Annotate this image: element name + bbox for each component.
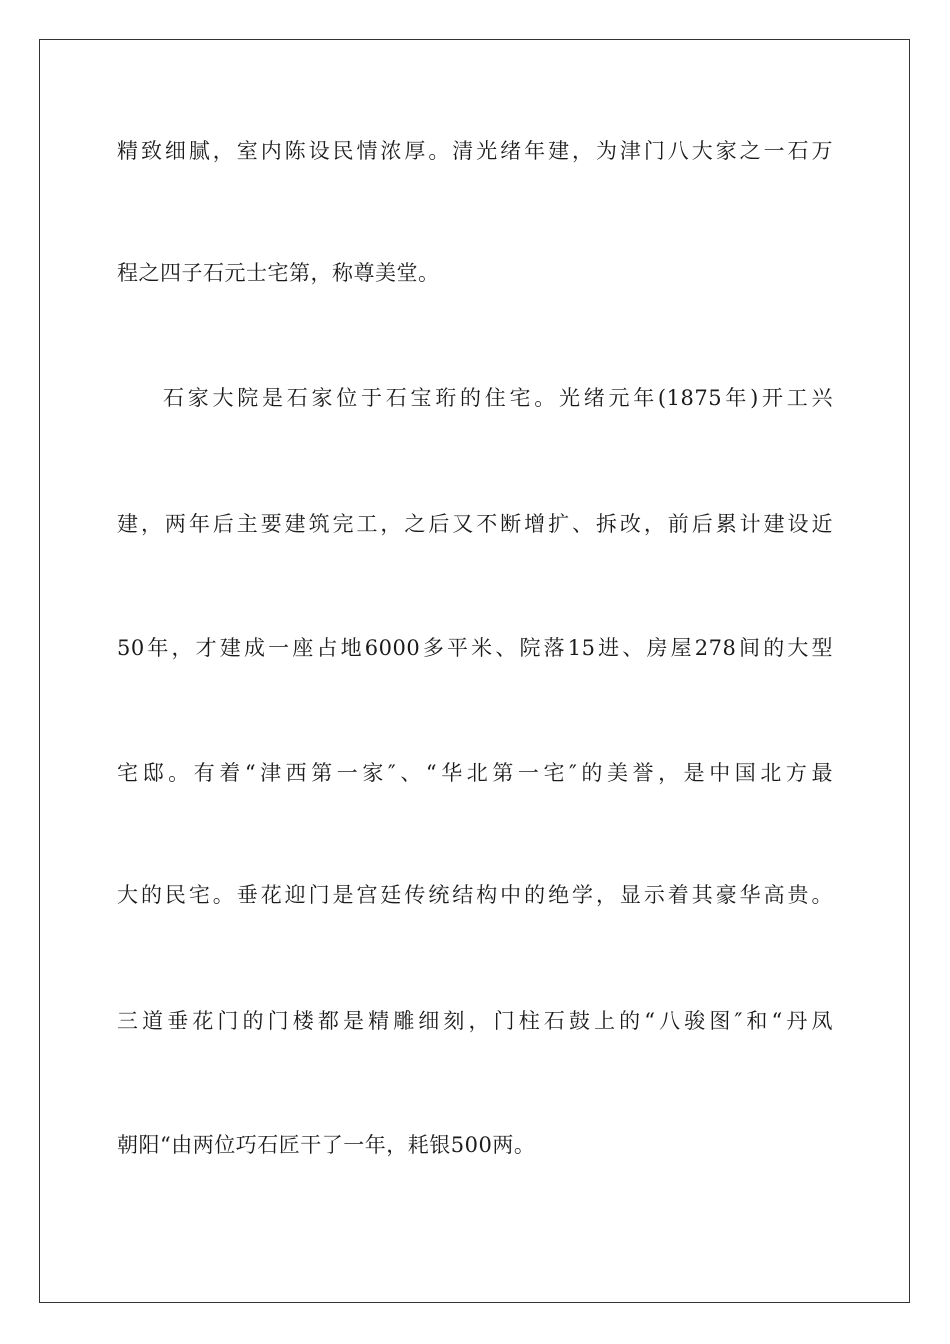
paragraph-2-line-3: 50年，才建成一座占地6000多平米、院落15进、房屋278间的大型 bbox=[117, 636, 833, 660]
paragraph-2-line-6: 三道垂花门的门楼都是精雕细刻，门柱石鼓上的“八骏图″和“丹凤 bbox=[117, 1009, 833, 1033]
paragraph-1-line-1: 精致细腻，室内陈设民情浓厚。清光绪年建，为津门八大家之一石万 bbox=[117, 139, 833, 163]
paragraph-2-line-2: 建，两年后主要建筑完工，之后又不断增扩、拆改，前后累计建设近 bbox=[117, 512, 833, 536]
page-border bbox=[39, 39, 910, 1303]
paragraph-2-line-1: 石家大院是石家位于石宝珩的住宅。光绪元年(1875年)开工兴 bbox=[163, 386, 833, 410]
paragraph-2-line-7: 朝阳“由两位巧石匠干了一年，耗银500两。 bbox=[117, 1133, 536, 1157]
paragraph-2-line-5: 大的民宅。垂花迎门是宫廷传统结构中的绝学，显示着其豪华高贵。 bbox=[117, 883, 833, 907]
paragraph-1-line-2: 程之四子石元士宅第，称尊美堂。 bbox=[117, 261, 440, 285]
paragraph-2-line-4: 宅邸。有着“津西第一家″、“华北第一宅″的美誉，是中国北方最 bbox=[117, 761, 833, 785]
